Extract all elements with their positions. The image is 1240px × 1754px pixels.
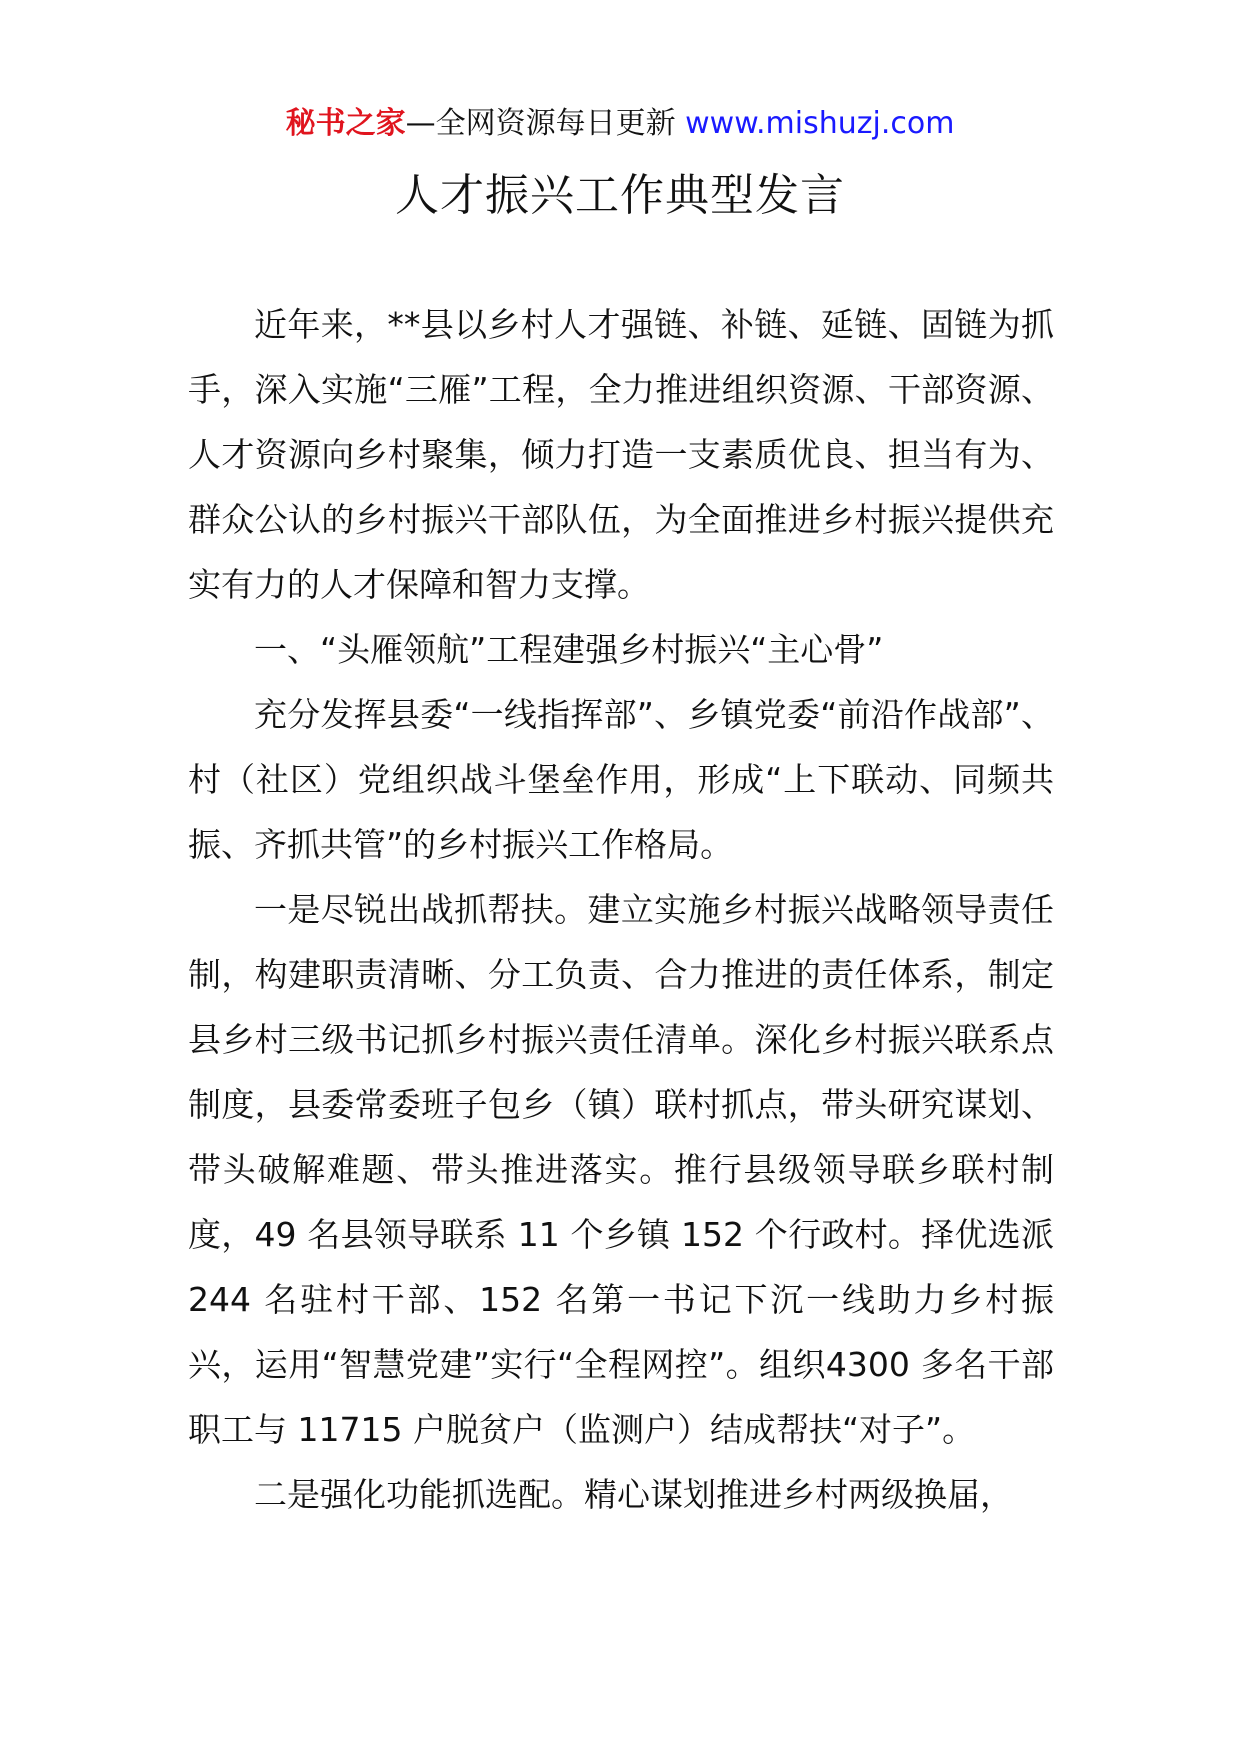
- document-body: [188, 292, 1054, 1527]
- document-title: 人才振兴工作典型发言: [395, 170, 845, 221]
- site-header: [0, 104, 1240, 144]
- paragraph-intro: 近年来，**县以乡村人才强链、补链、延链、固链为抓手，深入实施“三雁”工程，全力推进组织资源、干部资源、人才资源向乡村聚集，倾力打造一支素质优良、担当有为、群众公认的乡村振兴干部队伍，为全面推进乡村振兴提供充实有力的人才保障和智力支撑。: [188, 305, 1054, 604]
- header-tagline: —全网资源每日更新: [405, 106, 676, 141]
- section-heading-1: 一、“头雁领航”工程建强乡村振兴“主心骨”: [254, 630, 884, 669]
- site-url-link[interactable]: www.mishuzj.com: [685, 106, 955, 141]
- paragraph-section-1-intro: 充分发挥县委“一线指挥部”、乡镇党委“前沿作战部”、村（社区）党组织战斗堡垒作用，形成“上下联动、同频共振、齐抓共管”的乡村振兴工作格局。: [188, 695, 1054, 864]
- brand-name: 秘书之家: [285, 106, 406, 141]
- paragraph-point-2: 二是强化功能抓选配。精心谋划推进乡村两级换届，: [254, 1475, 1013, 1514]
- paragraph-point-1: 一是尽锐出战抓帮扶。建立实施乡村振兴战略领导责任制，构建职责清晰、分工负责、合力推进的责任体系，制定县乡村三级书记抓乡村振兴责任清单。深化乡村振兴联系点制度，县委常委班子包乡（镇）联村抓点，带头研究谋划、带头破解难题、带头推进落实。推行县级领导联乡联村制度，49 名县领导联系 11 个乡镇 152 个行政村。择优选派 244 名驻村干部、152 名第一书记下沉一线助力乡村振兴，运用“智慧党建”实行“全程网控”。组织4300 多名干部职工与 11715 户脱贫户（监测户）结成帮扶“对子”。: [188, 890, 1054, 1449]
